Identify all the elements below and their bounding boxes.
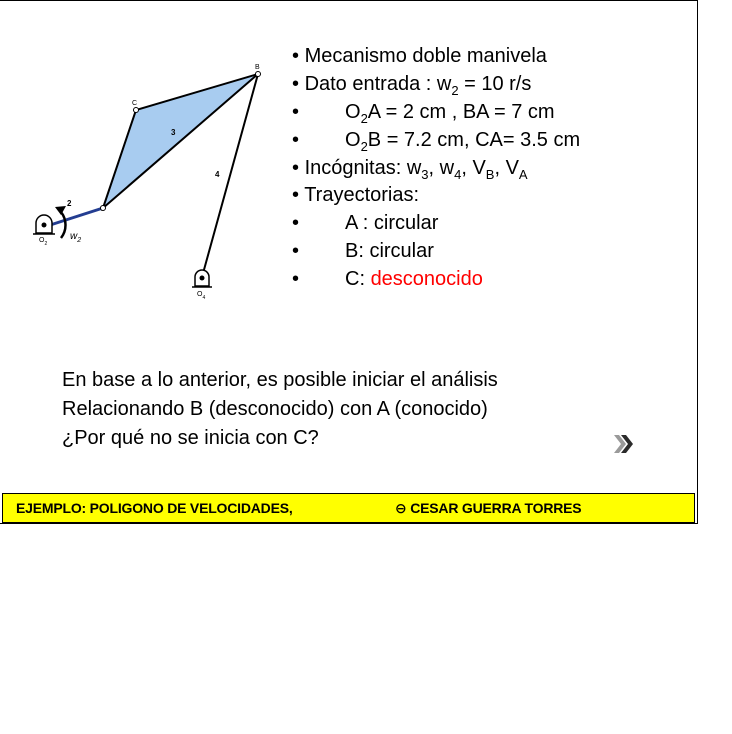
paragraph-line-2: Relacionando B (desconocido) con A (conocido) (62, 398, 488, 420)
bullet-8: • B: circular (292, 240, 434, 263)
ground-o4 (192, 270, 212, 287)
paragraph-line-3: ¿Por qué no se inicia con C? (62, 427, 319, 449)
footer-title: EJEMPLO: POLIGONO DE VELOCIDADES, (16, 500, 293, 516)
link-2-crank (44, 208, 103, 227)
label-link-4: 4 (215, 170, 220, 179)
label-o2: $O_2$ (39, 237, 48, 247)
arrowhead-icon (55, 206, 66, 215)
joint-c (134, 108, 139, 113)
paragraph-line-1: En base a lo anterior, es posible iniciar el análisis (62, 369, 498, 391)
footer-banner (2, 493, 695, 523)
joint-b (256, 72, 261, 77)
label-o4: $O_4$ (197, 291, 206, 301)
bullet-6: • Trayectorias: (292, 184, 420, 207)
label-link-2: 2 (67, 199, 72, 208)
label-c: C (132, 100, 138, 107)
unknown-highlight: desconocido (370, 268, 483, 291)
bullet-1: • Mecanismo doble manivela (292, 45, 547, 67)
bullet-4: • $O_2B = 7.2$ cm, CA= 3.5 cm (292, 128, 581, 154)
question-paragraph (62, 366, 498, 453)
bullet-list (292, 43, 580, 294)
joint-a (101, 206, 106, 211)
bullet-5: • Incógnitas: $w_3$, $w_4$, $V_B$, $V_A$ (292, 156, 528, 182)
label-w2: $w_2$ (70, 231, 82, 244)
double-chevron-right-icon (611, 431, 637, 457)
bullet-9: • C: desconocido (292, 268, 483, 291)
link-3-triangle (103, 74, 258, 208)
label-b: B (255, 64, 260, 71)
mechanism-diagram (0, 1, 300, 311)
footer-author: ⊖ CESAR GUERRA TORRES (395, 500, 582, 516)
bullet-7: • A : circular (292, 212, 439, 235)
ground-o2 (33, 215, 55, 234)
bullet-2: • Dato entrada : $w_2 = 10$ r/s (292, 72, 532, 98)
next-slide-button[interactable] (611, 431, 637, 457)
bullet-3: • $O_2A = 2$ cm , BA = 7 cm (292, 100, 555, 126)
rotation-arrow-icon (61, 212, 66, 238)
label-link-3: 3 (171, 128, 176, 137)
